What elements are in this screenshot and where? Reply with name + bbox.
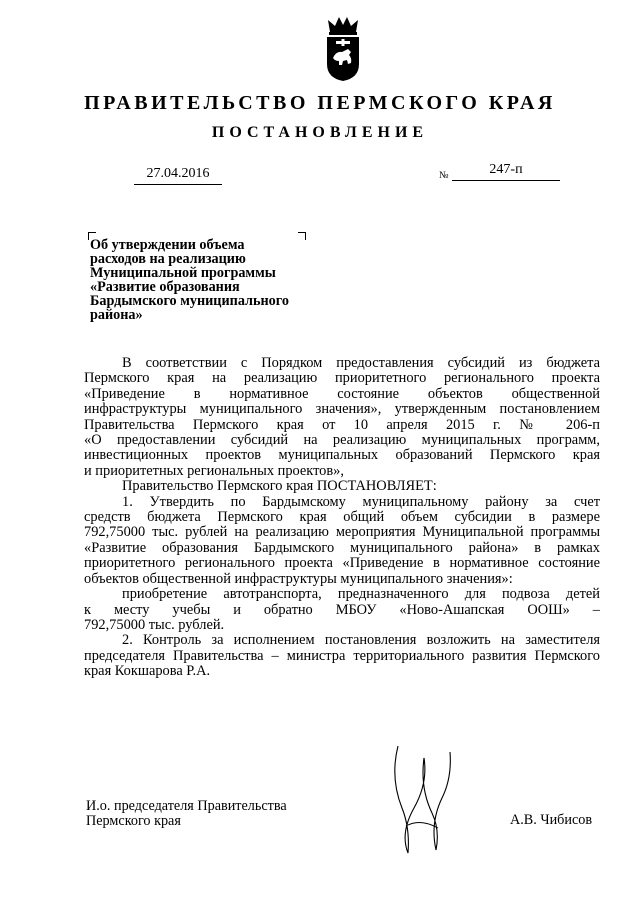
document-subject — [90, 238, 320, 322]
resolution-body — [84, 356, 600, 680]
coat-of-arms-emblem — [318, 14, 368, 82]
body-line: Правительство Пермского края ПОСТАНОВЛЯЕТ: — [122, 478, 437, 495]
body-line: 792,75000 тыс. рублей на реализацию мероприятия Муниципальной программы — [84, 524, 600, 541]
handwritten-signature — [380, 738, 460, 858]
document-date: 27.04.2016 — [134, 166, 222, 185]
document-number: 247-п — [452, 162, 560, 181]
body-line: приобретение автотранспорта, предназначенного для подвоза детей — [122, 586, 600, 603]
body-line: «Приведение в нормативное состояние объектов общественной — [84, 385, 600, 402]
body-line: Пермского края на реализацию приоритетного регионального проекта — [84, 370, 600, 387]
subject-line: Бардымского муниципального — [90, 293, 289, 309]
body-line: к месту учебы и обратно МБОУ «Ново-Ашапская ООШ» – — [84, 601, 600, 618]
body-line: 792,75000 тыс. рублей. — [84, 616, 225, 633]
document-type: ПОСТАНОВЛЕНИЕ — [211, 124, 429, 141]
number-label: № — [439, 170, 449, 181]
subject-line: «Развитие образования — [90, 279, 240, 295]
subject-line: расходов на реализацию — [90, 251, 246, 267]
subject-line: Муниципальной программы — [90, 265, 276, 281]
body-line: приоритетного регионального проекта «Приведение в нормативное состояние — [84, 555, 600, 572]
body-line: 1. Утвердить по Бардымскому муниципальному району за счет — [122, 493, 600, 510]
government-title: ПРАВИТЕЛЬСТВО ПЕРМСКОГО КРАЯ — [84, 92, 556, 114]
body-line: инфраструктуры муниципального значения», утвержденным постановлением — [84, 401, 600, 418]
body-line: Правительства Пермского края от 10 апреля 2015 г. № 206-п — [84, 416, 600, 433]
signer-position-line: Пермского края — [86, 813, 181, 830]
body-line: «О предоставлении субсидий на реализацию муниципальных программ, — [84, 432, 600, 449]
body-line: средств бюджета Пермского края общий объем субсидии в размере — [84, 509, 600, 526]
body-line: инвестиционных проектов муниципальных образований Пермского края — [84, 447, 600, 464]
signer-position — [86, 799, 287, 830]
body-line: объектов общественной инфраструктуры муниципального значения»: — [84, 570, 513, 587]
signer-name: А.В. Чибисов — [510, 812, 593, 828]
subject-line: района» — [90, 307, 143, 323]
body-line: 2. Контроль за исполнением постановления возложить на заместителя — [122, 632, 600, 649]
body-line: и приоритетных региональных проектов», — [84, 462, 344, 479]
subject-line: Об утверждении объема — [90, 237, 245, 253]
signer-position-line: И.о. председателя Правительства — [86, 798, 287, 814]
body-line: «Развитие образования Бардымского муниципального района» в рамках — [84, 539, 600, 556]
body-line: края Кокшарова Р.А. — [84, 663, 211, 680]
body-line: В соответствии с Порядком предоставления субсидий из бюджета — [122, 355, 600, 371]
body-line: председателя Правительства – министра территориального развития Пермского — [84, 647, 600, 664]
